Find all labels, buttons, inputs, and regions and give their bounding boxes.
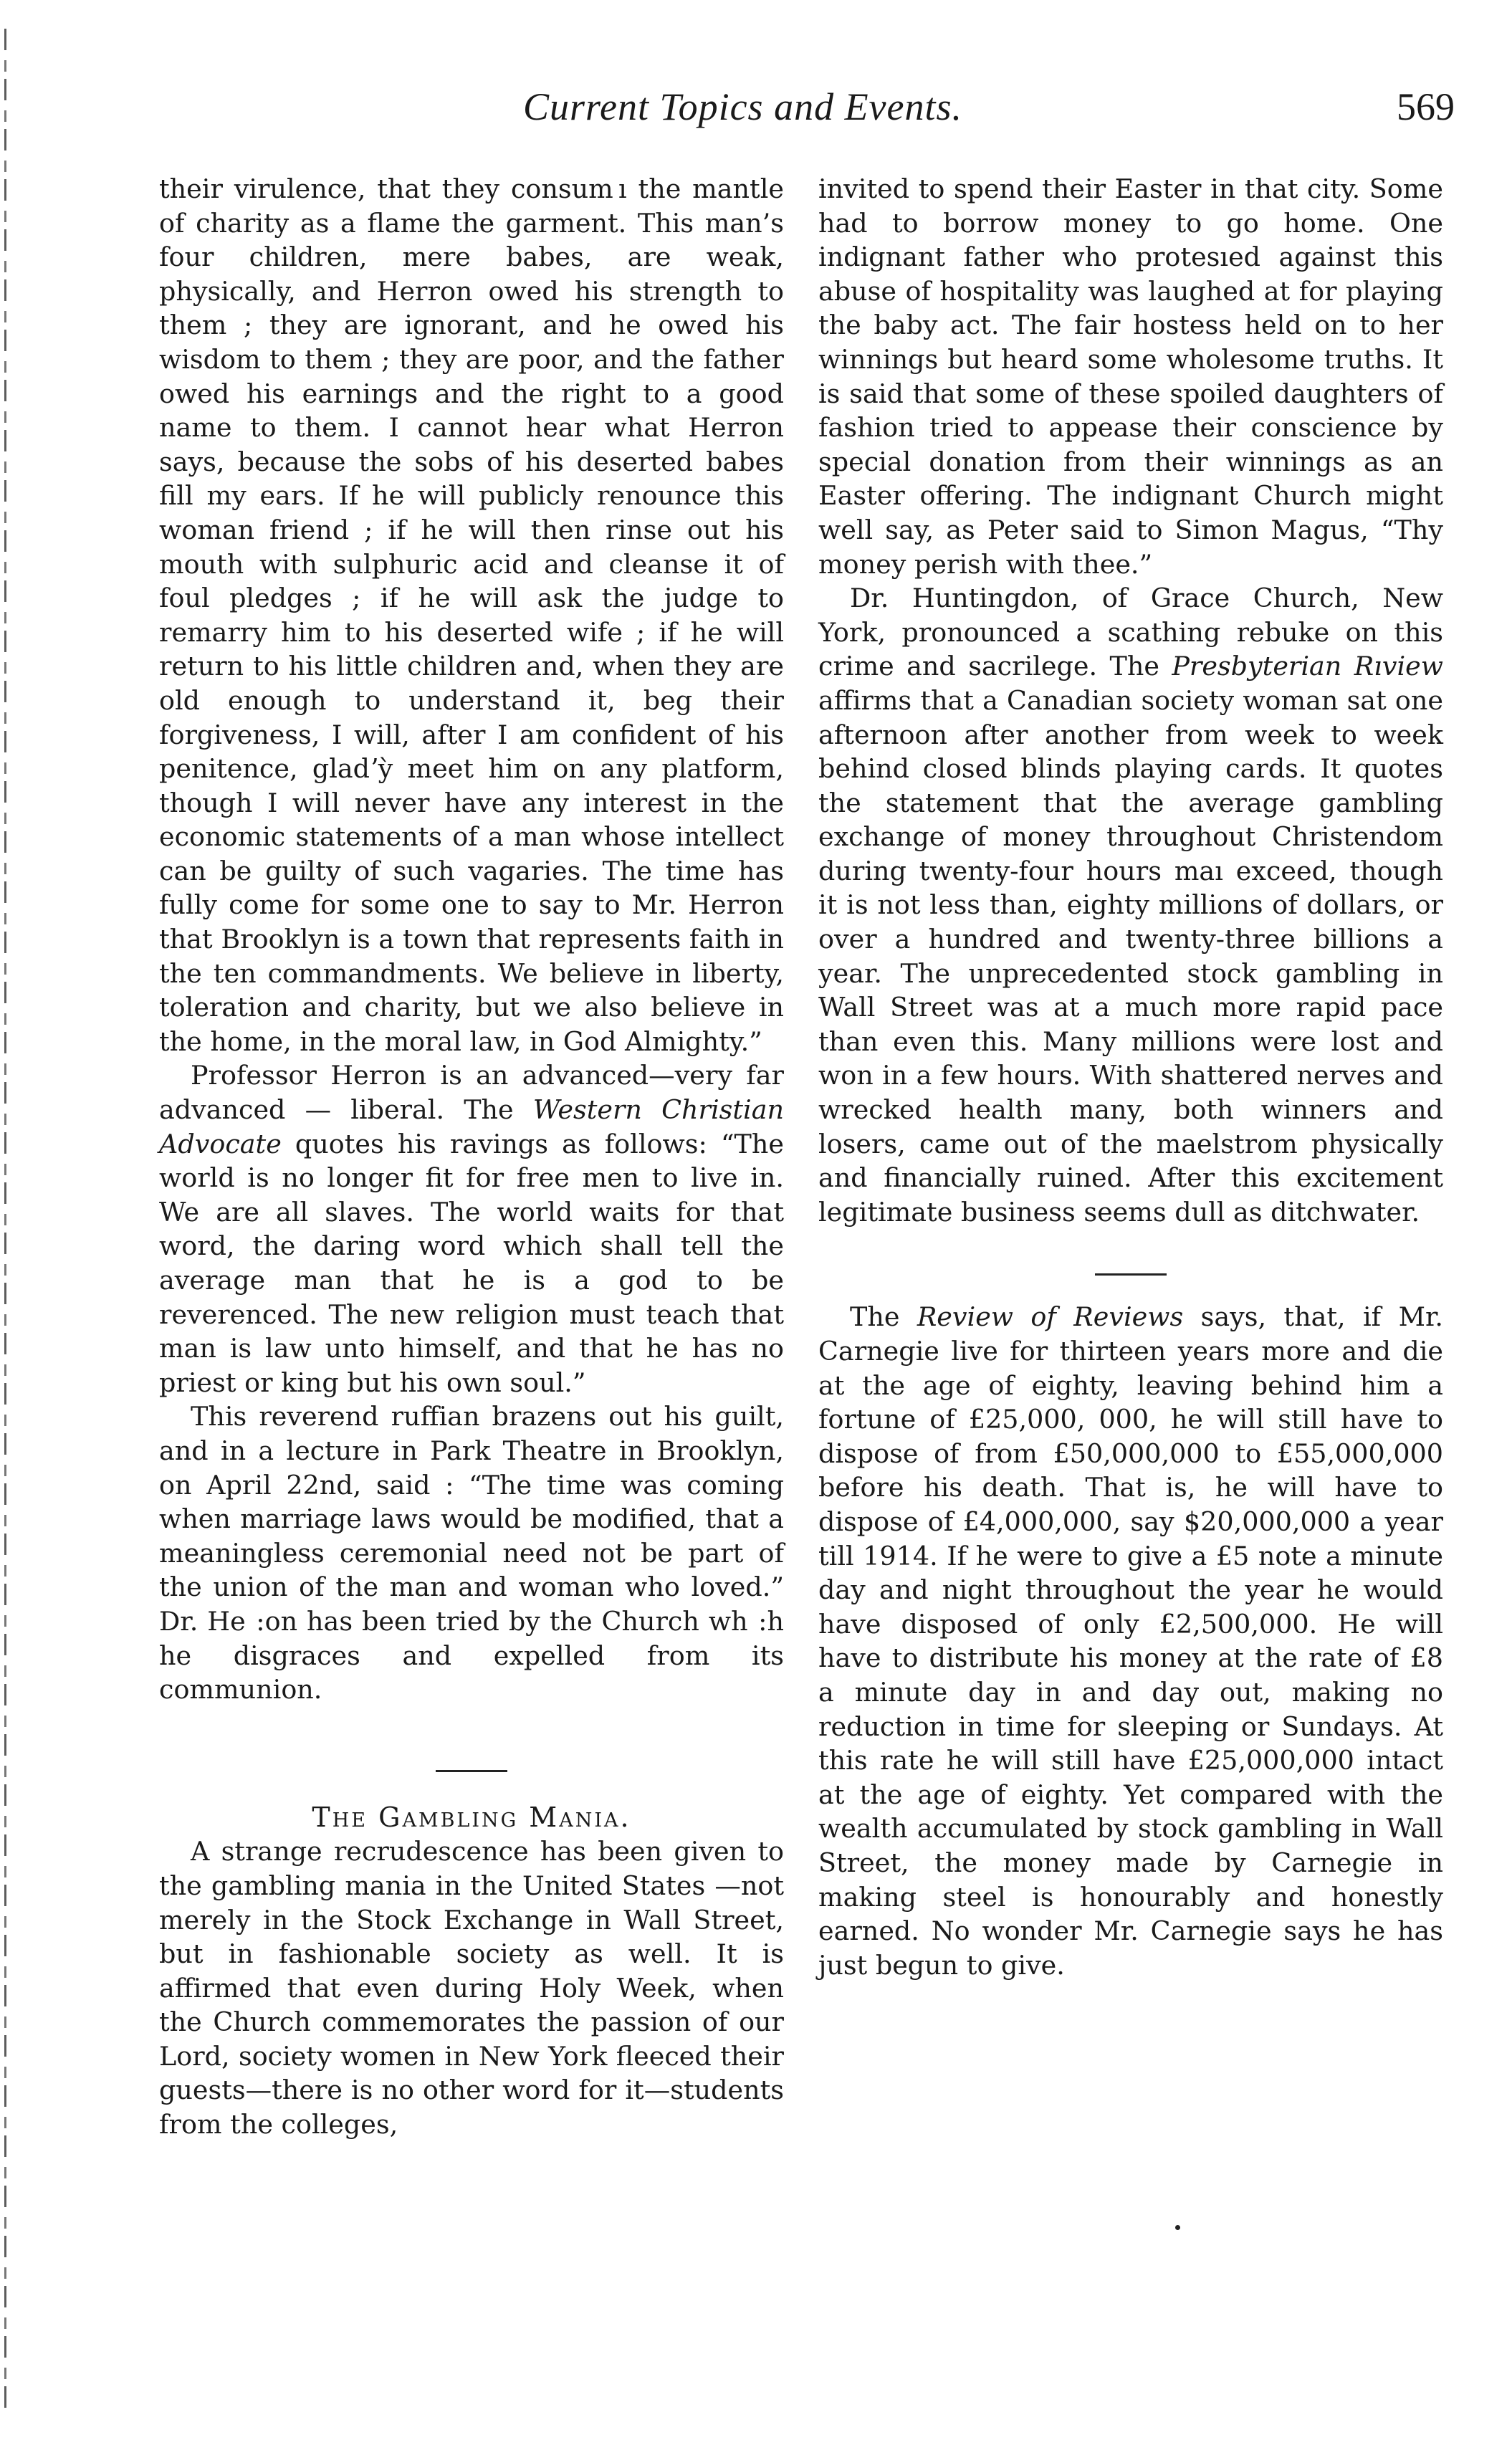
running-title: Current Topics and Events. (523, 85, 963, 128)
publication-title: Review of Reviews (917, 1301, 1184, 1333)
right-column (818, 172, 1443, 1982)
page-number: 569 (1397, 85, 1455, 128)
paragraph-herron-continued: their virulence, that they consum ı the mantle of charity as a flame the garment. This man’s four children, mere babes, are weak, physically, and Herron owed his strength to them ; they are ignorant, and he owed his wisdom to them ; they are poor, and the father owed his earnings and the right to a good name to them. I cannot hear what Herron says, because the sobs of his deserted babes fill my ears. If he will publicly renounce this woman friend ; if he will then rinse out his mouth with sulphuric acid and cleanse it of foul pledges ; if he will ask the judge to remarry him to his deserted wife ; if he will return to his little children and, when they are old enough to understand it, beg their forgiveness, I will, after I am confident of his penitence, gladʼỳ meet him on any platform, though I will never have any interest in the economic statements of a man whose intellect can be guilty of such vagaries. The time has fully come for some one to say to Mr. Herron that Brooklyn is a town that represents faith in the ten commandments. We believe in liberty, toleration and charity, but we also believe in the home, in the moral law, in God Almighty.” (159, 173, 784, 1057)
paragraph-carnegie (818, 1300, 1443, 1982)
paragraph-gambling-intro: A strange recrudescence has been given to the gambling mania in the United States —not merely in the Stock Exchange in Wall Street, but in fashionable society as well. It is affirmed that even during Holy Week, when the Church commemorates the passion of our Lord, society women in New York fleeced their guests—there is no other word for it—students from the colleges, (159, 1836, 784, 2140)
stray-ink-dot (1175, 2225, 1180, 2230)
text-span: Dr. Huntingdon, of Grace Church, New York, pronounced a scathing rebuke on this crime and sacrilege. The (818, 583, 1443, 682)
section-divider (436, 1770, 507, 1772)
left-column (159, 172, 784, 2142)
text-span: The (850, 1301, 917, 1333)
publication-title: Presbyterian Rıview (1172, 651, 1443, 682)
text-span: affirms that a Canadian society woman sat one afternoon after another from week to week behind closed blinds playing cards. It quotes the statement that the average gambling exchange of money throughout Christendom during twenty-four hours maı exceed, though it is not less than, eighty millions of dollars, or over a hundred and twenty-three billions a year. The unprecedented stock gambling in Wall Street was at a much more rapid pace than even this. Many millions were lost and won in a few hours. With shattered nerves and wrecked health many, both winners and losers, came out of the maelstrom physically and financially ruined. After this excitement legitimate business seems dull as ditchwater. (818, 684, 1443, 1228)
text-span: quotes his ravings as follows: “The world is no longer fit for free men to live in. We are all slaves. The world waits for that word, the daring word which shall tell the average man that he is a god to be reverenced. The new religion must teach that man is law unto himself, and that he has no priest or king but his own soul.” (159, 1128, 784, 1398)
section-heading: The Gambling Mania. (312, 1801, 631, 1833)
text-span: Professor Herron is an advanced—very far advanced — liberal. The (159, 1060, 784, 1126)
paragraph-herron-liberal (159, 1058, 784, 1400)
paragraph-huntingdon (818, 581, 1443, 1229)
section-divider (1095, 1273, 1167, 1276)
margin-gutter-rule (4, 29, 6, 2415)
paragraph-herron-lecture: This reverend ruffian brazens out his guilt, and in a lecture in Park Theatre in Brooklyn, on April 22nd, said : “The time was coming when marriage laws would be modified, that a meaningless ceremonial need not be part of the union of the man and woman who loved.” Dr. He :on has been tried by the Church wh :h he disgraces and expelled from its communion. (159, 1401, 784, 1705)
paragraph-easter-continued: invited to spend their Easter in that city. Some had to borrow money to go home. One indignant father who protesıed against this abuse of hospitality was laughed at for playing the baby act. The fair hostess held on to her winnings but heard some wholesome truths. It is said that some of these spoiled daughters of fashion tried to appease their conscience by special donation from their winnings as an Easter offering. The indignant Church might well say, as Peter said to Simon Magus, “Thy money perish with thee.” (818, 173, 1443, 580)
text-span: says, that, if Mr. Carnegie live for thirteen years more and die at the age of eighty, leaving behind him a fortune of £25,000, 000, he will still have to dispose of from £50,000,000 to £55,000,000 before his death. That is, he will have to dispose of £4,000,000, say $20,000,000 a year till 1914. If he were to give a £5 note a minute day and night throughout the year he would have disposed of only £2,500,000. He will have to distribute his money at the rate of £8 a minute day in and day out, making no reduction in time for sleeping or Sundays. At this rate he will still have £25,000,000 intact at the age of eighty. Yet compared with the wealth accumulated by stock gambling in Wall Street, the money made by Carnegie in making steel is honourably and honestly earned. No wonder Mr. Carnegie says he has just begun to give. (818, 1301, 1443, 1981)
page-header (523, 85, 1455, 135)
publication-title: Western Christian Advocate (159, 1094, 784, 1159)
